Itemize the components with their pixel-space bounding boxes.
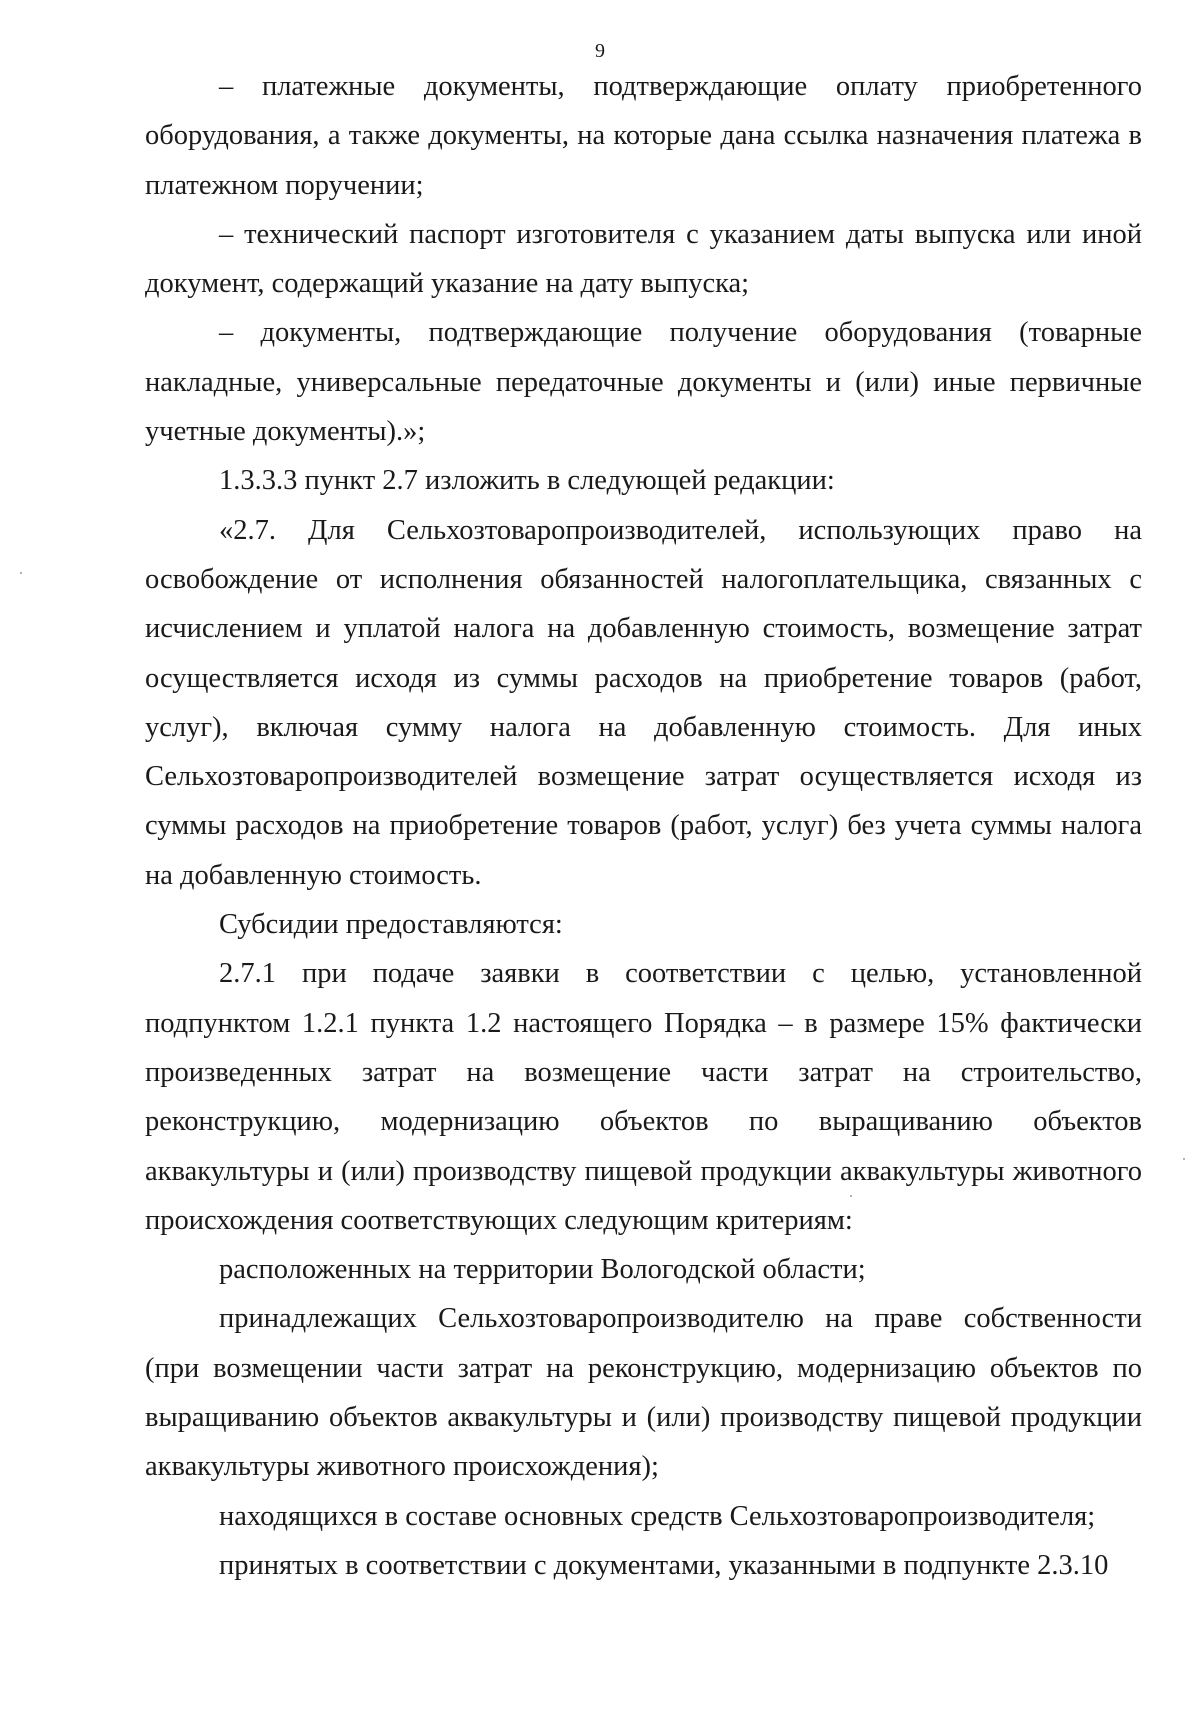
paragraph-amendment-instruction: 1.3.3.3 пункт 2.7 изложить в следующей редакции: [219, 465, 835, 497]
paragraph-criterion-fixed-assets: находящихся в составе основных средств Сельхозтоваропроизводителя; [219, 1500, 1096, 1532]
paragraph-criterion-location: расположенных на территории Вологодской области; [219, 1254, 866, 1286]
document-text [145, 62, 1142, 1590]
paragraph-subsidies-intro: Субсидии предоставляются: [219, 909, 563, 941]
scan-speck [850, 1195, 852, 1197]
page-number: 9 [595, 40, 605, 62]
paragraph-payment-documents: – платежные документы, подтверждающие оплату приобретенного оборудования, а также документы, на которые дана ссылка назначения платежа в платежном поручении; [145, 71, 1142, 201]
paragraph-clause-2-7-1: 2.7.1 при подаче заявки в соответствии с целью, установленной подпунктом 1.2.1 пункта 1.2 настоящего Порядка – в размере 15% фактически произведенных затрат на возмещение части затрат на строительство, реконструкцию, модернизацию объектов по выращиванию объектов аквакультуры и (или) производству пищевой продукции аквакультуры животного происхождения соответствующих следующим критериям: [145, 958, 1142, 1236]
paragraph-criterion-ownership: принадлежащих Сельхозтоваропроизводителю на праве собственности (при возмещении части затрат на реконструкцию, модернизацию объектов по выращиванию объектов аквакультуры и (или) производству пищевой продукции аквакультуры животного происхождения); [145, 1303, 1142, 1483]
paragraph-clause-2-7: «2.7. Для Сельхозтоваропроизводителей, использующих право на освобождение от исполнения обязанностей налогоплательщика, связанных с исчислением и уплатой налога на добавленную стоимость, возмещение затрат осуществляется исходя из суммы расходов на приобретение товаров (работ, услуг), включая сумму налога на добавленную стоимость. Для иных Сельхозтоваропроизводителей возмещение затрат осуществляется исходя из суммы расходов на приобретение товаров (работ, услуг) без учета суммы налога на добавленную стоимость. [145, 514, 1142, 891]
paragraph-receipt-documents: – документы, подтверждающие получение оборудования (товарные накладные, универсальные передаточные документы и (или) иные первичные учетные документы).»; [145, 317, 1142, 448]
paragraph-technical-passport: – технический паспорт изготовителя с указанием даты выпуска или иной документ, содержащий указание на дату выпуска; [145, 218, 1142, 300]
scan-speck [20, 572, 22, 574]
scan-speck [1183, 1158, 1185, 1160]
paragraph-criterion-accepted: принятых в соответствии с документами, указанными в подпункте 2.3.10 [219, 1549, 1109, 1581]
